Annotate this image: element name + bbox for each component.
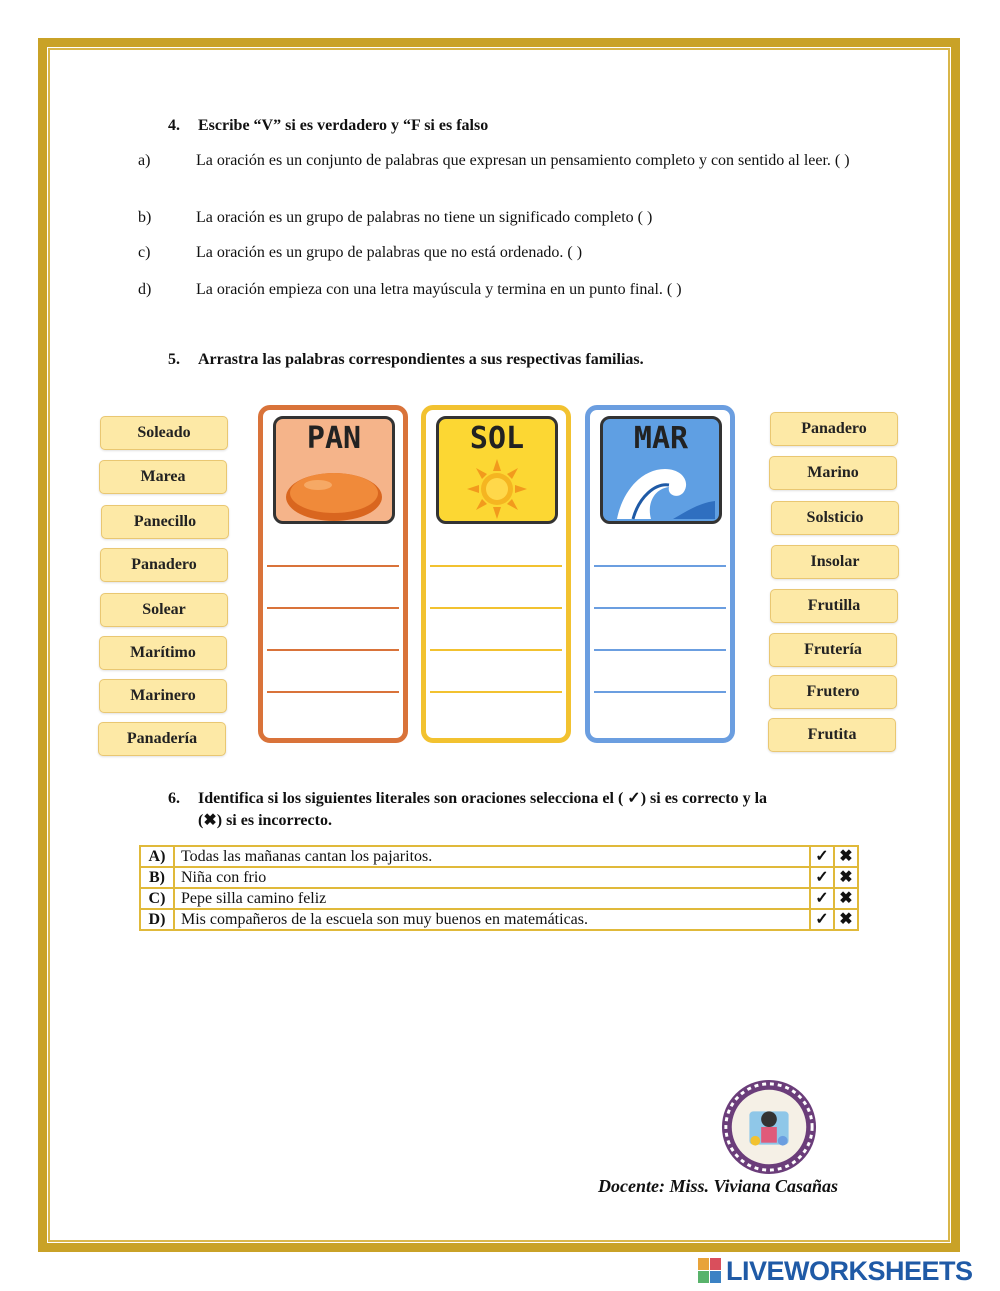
table-row [140,846,858,867]
q4-item-a: a) La oración es un conjunto de palabras que expresan un pensamiento completo y con sentido al leer. ( ) [138,152,850,169]
wave-icon: MAR [600,416,722,524]
drop-slot[interactable] [430,569,562,609]
drag-word[interactable]: Panecillo [101,505,229,539]
drag-word[interactable]: Marino [769,456,897,490]
drop-slot[interactable] [594,569,726,609]
drop-slot[interactable] [430,611,562,651]
drag-word[interactable]: Panadero [100,548,228,582]
teacher-signature: Docente: Miss. Viviana Casañas [598,1176,839,1196]
drop-slot[interactable] [430,527,562,567]
row-letter: C) [140,888,174,909]
literals-table [139,845,859,931]
drag-word[interactable]: Panadero [770,412,898,446]
wave-illustration [603,419,719,521]
row-text: Pepe silla camino feliz [174,888,810,909]
check-icon[interactable]: ✓ [810,846,834,867]
q5-title: 5. Arrastra las palabras correspondientes a sus respectivas familias. [168,351,644,368]
q4-item-b: b) La oración es un grupo de palabras no tiene un significado completo ( ) [138,209,653,226]
drag-word[interactable]: Soleado [100,416,228,450]
drag-word[interactable]: Frutilla [770,589,898,623]
drop-slot[interactable] [430,693,562,733]
liveworksheets-badge-icon [698,1258,722,1284]
drag-word[interactable]: Marea [99,460,227,494]
drag-word[interactable]: Insolar [771,545,899,579]
row-text: Mis compañeros de la escuela son muy buenos en matemáticas. [174,909,810,930]
q4-title: 4. Escribe “V” si es verdadero y “F si es falso [168,117,489,134]
sun-illustration [439,419,555,521]
drop-slot[interactable] [267,693,399,733]
drag-word[interactable]: Marítimo [99,636,227,670]
table-row [140,888,858,909]
drop-slot[interactable] [594,693,726,733]
drop-slot[interactable] [267,569,399,609]
liveworksheets-logo: LIVEWORKSHEETS [698,1256,973,1286]
bread-icon: PAN [273,416,395,524]
bread-illustration [276,419,392,521]
row-letter: A) [140,846,174,867]
drop-slot[interactable] [594,527,726,567]
drop-slot[interactable] [267,611,399,651]
table-row [140,909,858,930]
teacher-logo [720,1078,818,1176]
q4-item-d: d) La oración empieza con una letra mayúscula y termina en un punto final. ( ) [138,281,682,298]
row-text: Niña con frio [174,867,810,888]
drag-word[interactable]: Marinero [99,679,227,713]
family-column-sol [421,405,571,743]
check-icon[interactable]: ✓ [810,888,834,909]
drag-word[interactable]: Solear [100,593,228,627]
table-row [140,867,858,888]
cross-icon[interactable]: ✖ [834,867,858,888]
check-icon[interactable]: ✓ [810,867,834,888]
check-icon[interactable]: ✓ [810,909,834,930]
drag-word[interactable]: Frutero [769,675,897,709]
drop-slot[interactable] [267,653,399,693]
q6-title: 6. Identifica si los siguientes literales son oraciones selecciona el ( ✓) si es correcto y la (✖) si es incorrecto. [168,790,768,829]
drop-slot[interactable] [594,653,726,693]
cross-icon[interactable]: ✖ [834,909,858,930]
drag-word[interactable]: Panadería [98,722,226,756]
family-column-mar [585,405,735,743]
drag-word[interactable]: Frutería [769,633,897,667]
drag-word[interactable]: Frutita [768,718,896,752]
row-letter: B) [140,867,174,888]
cross-icon[interactable]: ✖ [834,888,858,909]
drag-word[interactable]: Solsticio [771,501,899,535]
row-text: Todas las mañanas cantan los pajaritos. [174,846,810,867]
row-letter: D) [140,909,174,930]
q4-item-c: c) La oración es un grupo de palabras que no está ordenado. ( ) [138,244,583,261]
drop-slot[interactable] [594,611,726,651]
drop-slot[interactable] [430,653,562,693]
drop-slot[interactable] [267,527,399,567]
family-column-pan [258,405,408,743]
sun-icon: SOL [436,416,558,524]
cross-icon[interactable]: ✖ [834,846,858,867]
